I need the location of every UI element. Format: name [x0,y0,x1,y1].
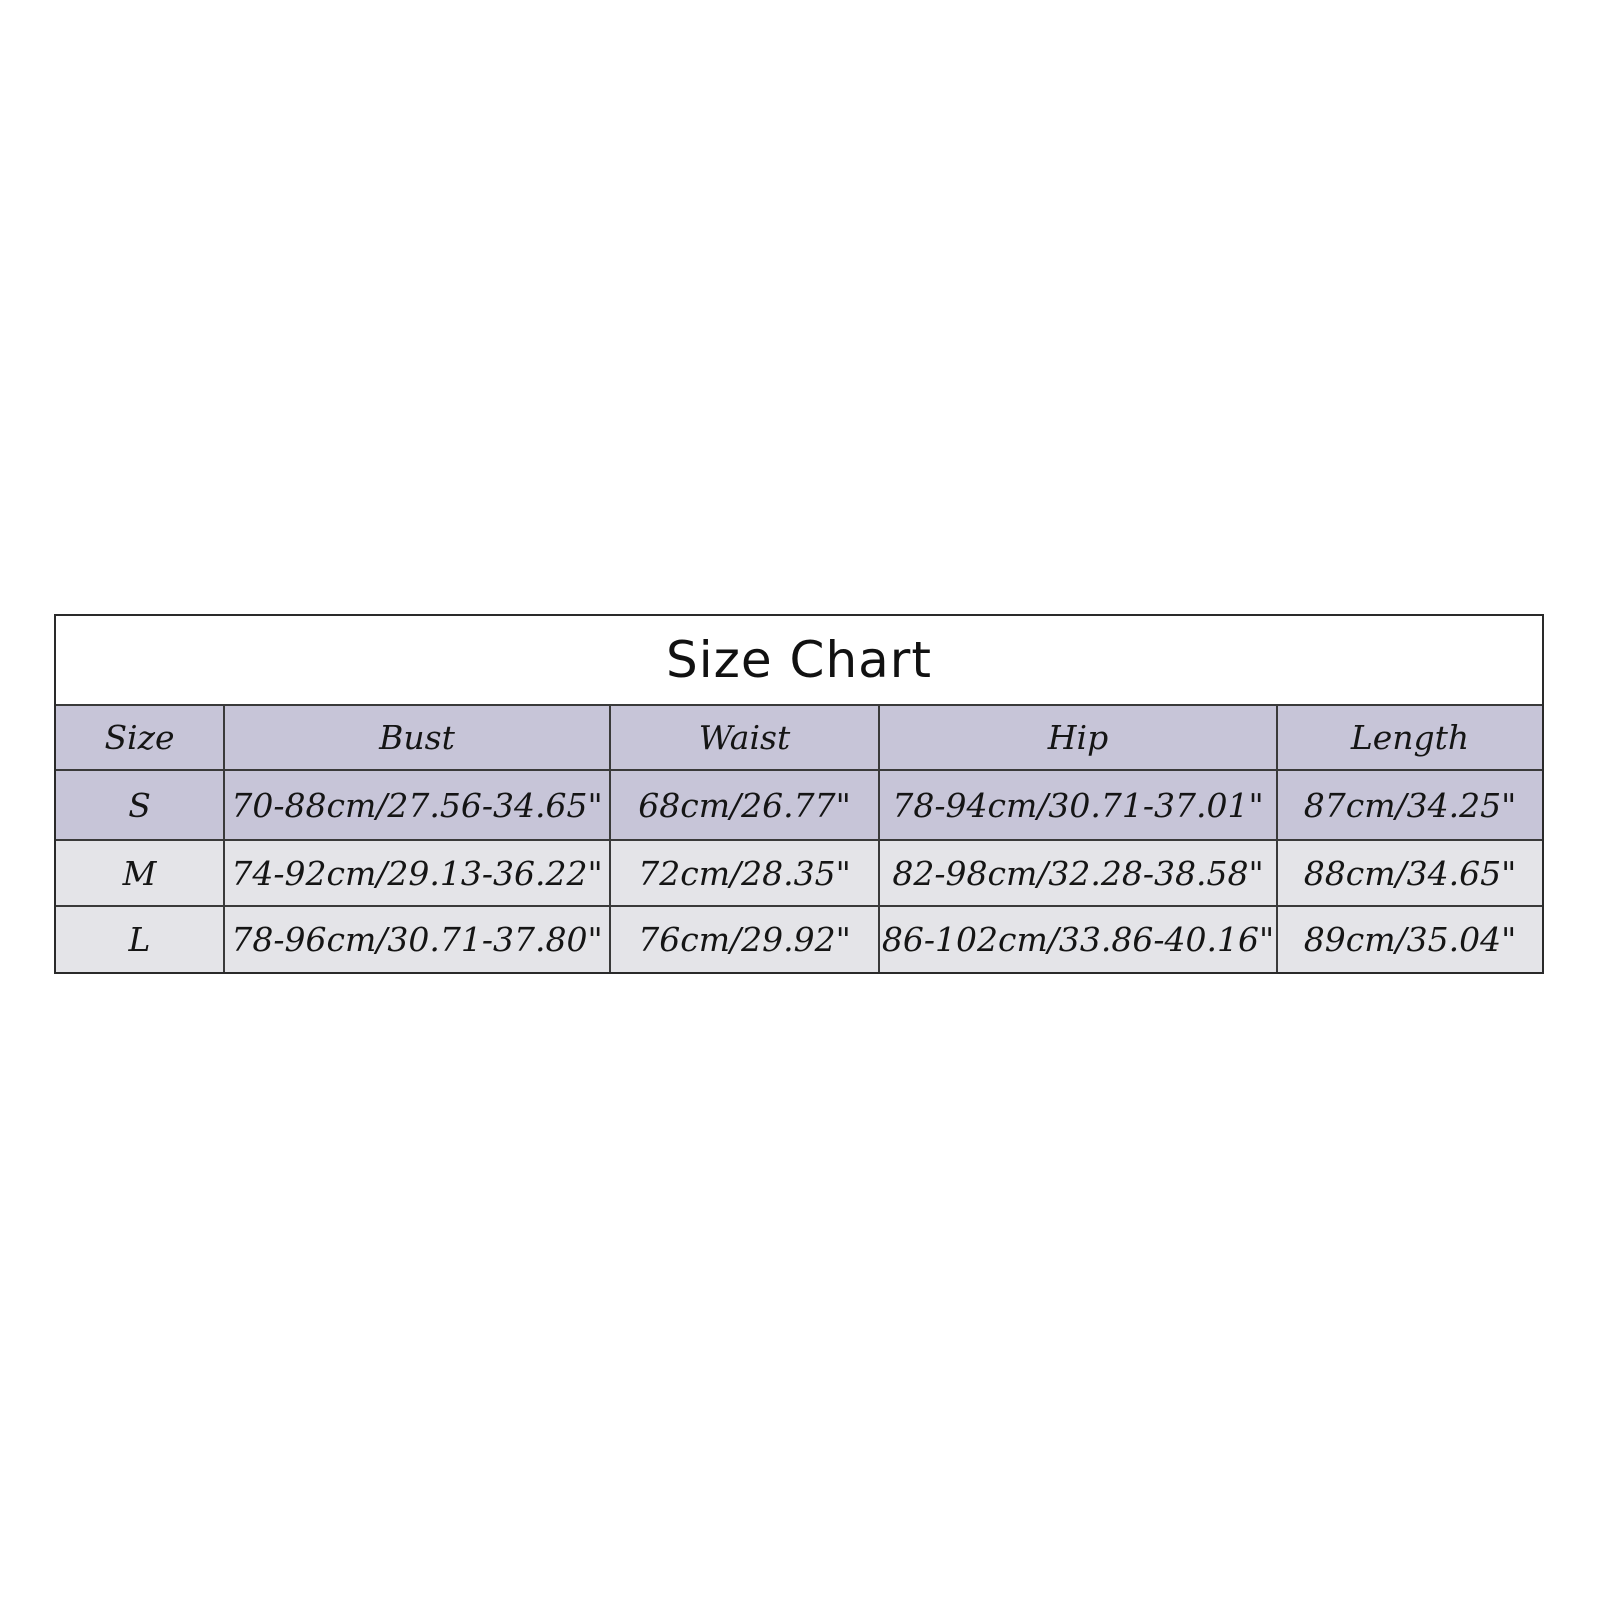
size-cell: S [56,770,224,840]
header-row [56,706,1542,770]
size-cell: M [56,840,224,906]
header-bust: Bust [224,706,610,770]
size-chart [54,614,1544,974]
length-cell: 87cm/34.25" [1277,770,1542,840]
size-cell: L [56,906,224,972]
header-hip: Hip [879,706,1277,770]
size-table [56,706,1542,972]
bust-cell: 74-92cm/29.13-36.22" [224,840,610,906]
header-length: Length [1277,706,1542,770]
chart-title: Size Chart [56,616,1542,706]
hip-cell: 86-102cm/33.86-40.16" [879,906,1277,972]
table-row [56,906,1542,972]
hip-cell: 82-98cm/32.28-38.58" [879,840,1277,906]
hip-cell: 78-94cm/30.71-37.01" [879,770,1277,840]
header-size: Size [104,718,175,757]
table-row [56,840,1542,906]
header-waist: Waist [610,706,879,770]
table-row [56,770,1542,840]
waist-cell: 72cm/28.35" [610,840,879,906]
waist-cell: 76cm/29.92" [610,906,879,972]
bust-cell: 70-88cm/27.56-34.65" [224,770,610,840]
length-cell: 88cm/34.65" [1277,840,1542,906]
length-cell: 89cm/35.04" [1277,906,1542,972]
waist-cell: 68cm/26.77" [610,770,879,840]
bust-cell: 78-96cm/30.71-37.80" [224,906,610,972]
